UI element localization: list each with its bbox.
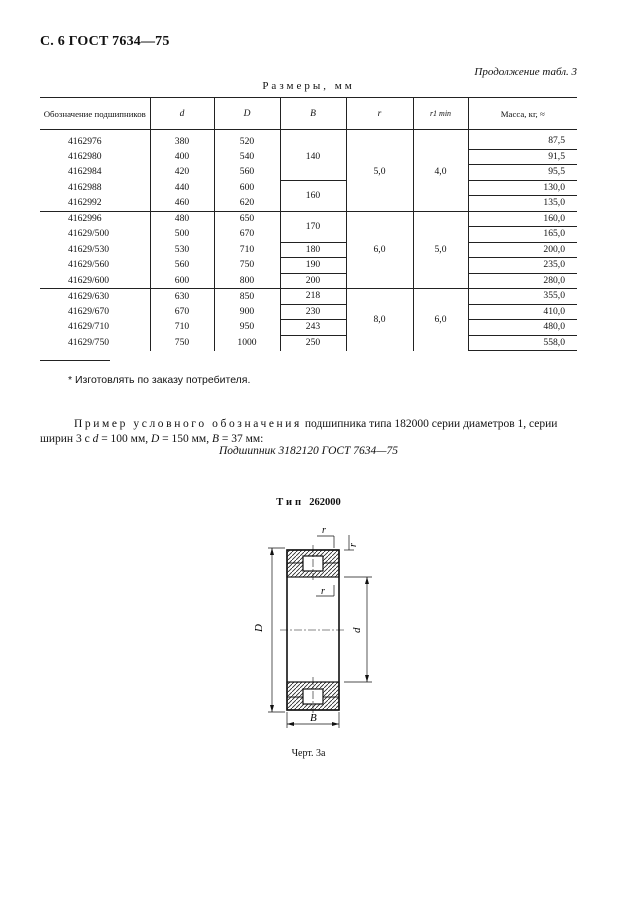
col-header-d: d [150, 98, 214, 130]
sizes-caption: Размеры, мм [262, 80, 355, 92]
table-row [40, 258, 577, 274]
cell-d: 500 [150, 227, 214, 243]
cell-D: 600 [214, 180, 280, 196]
cell-mass: 280,0 [468, 273, 577, 289]
cell-mass: 91,5 [468, 149, 577, 165]
table-row [40, 273, 577, 289]
label-r-top: r [322, 525, 326, 536]
cell-designation: 41629/750 [40, 335, 150, 351]
cell-d: 630 [150, 289, 214, 305]
cell-mass: 135,0 [468, 196, 577, 212]
cell-B: 190 [280, 258, 346, 274]
table-row [40, 242, 577, 258]
cell-D: 950 [214, 320, 280, 336]
table-row [40, 320, 577, 336]
type-number: 262000 [309, 497, 341, 508]
cell-designation: 4162996 [40, 211, 150, 227]
example-text-4: = 37 мм: [219, 433, 264, 445]
cell-designation: 41629/530 [40, 242, 150, 258]
cell-designation: 41629/500 [40, 227, 150, 243]
example-text-3: = 150 мм, [159, 433, 212, 445]
cell-designation: 4162984 [40, 165, 150, 181]
col-header-D: D [214, 98, 280, 130]
cell-B: 180 [280, 242, 346, 258]
cell-r1-group1: 4,0 [413, 130, 468, 212]
cell-r1-group2: 5,0 [413, 211, 468, 289]
cell-designation: 4162980 [40, 149, 150, 165]
label-r-side: r [348, 543, 359, 547]
cell-D: 710 [214, 242, 280, 258]
cell-r-group1: 5,0 [346, 130, 413, 212]
cell-B: 250 [280, 335, 346, 351]
cell-B-merged: 170 [280, 211, 346, 242]
cell-d: 460 [150, 196, 214, 212]
cell-D: 900 [214, 304, 280, 320]
cell-d: 380 [150, 130, 214, 150]
bearing-dimensions-table [40, 97, 577, 351]
cell-r-group2: 6,0 [346, 211, 413, 289]
cell-d: 560 [150, 258, 214, 274]
cell-D: 620 [214, 196, 280, 212]
type-title [0, 497, 617, 508]
cell-designation: 4162988 [40, 180, 150, 196]
col-header-B: B [280, 98, 346, 130]
label-r-inner: r [321, 586, 325, 597]
cell-D: 750 [214, 258, 280, 274]
cell-D: 670 [214, 227, 280, 243]
cell-D: 800 [214, 273, 280, 289]
table-continuation-note: Продолжение табл. 3 [474, 66, 577, 78]
cell-d: 440 [150, 180, 214, 196]
cell-mass: 95,5 [468, 165, 577, 181]
cell-designation: 41629/630 [40, 289, 150, 305]
cell-mass: 87,5 [468, 130, 577, 150]
cell-mass: 130,0 [468, 180, 577, 196]
table-row [40, 304, 577, 320]
cell-d: 750 [150, 335, 214, 351]
label-B: B [310, 712, 317, 724]
cell-d: 530 [150, 242, 214, 258]
page-header: С. 6 ГОСТ 7634—75 [40, 34, 170, 49]
footnote-divider [40, 360, 110, 361]
cell-D: 1000 [214, 335, 280, 351]
cell-mass: 558,0 [468, 335, 577, 351]
cell-designation: 41629/560 [40, 258, 150, 274]
example-text-2: = 100 мм, [98, 433, 151, 445]
example-designation: Подшипник 3182120 ГОСТ 7634—75 [218, 445, 399, 457]
cell-d: 420 [150, 165, 214, 181]
col-header-r: r [346, 98, 413, 130]
type-prefix: Тип [276, 497, 305, 508]
table-row [40, 335, 577, 351]
example-text-1: подшипника типа 182000 серии диаметров 1, серии ширин 3 с [40, 418, 558, 445]
designation-example-paragraph [40, 417, 580, 447]
cell-d: 710 [150, 320, 214, 336]
cell-designation: 4162992 [40, 196, 150, 212]
cell-mass: 235,0 [468, 258, 577, 274]
cell-d: 480 [150, 211, 214, 227]
example-d-symbol: d [92, 433, 99, 445]
table-header-row [40, 98, 577, 130]
cell-d: 670 [150, 304, 214, 320]
drawing-caption: Черт. 3а [291, 748, 326, 759]
cell-d: 600 [150, 273, 214, 289]
cell-mass: 160,0 [468, 211, 577, 227]
cell-B: 200 [280, 273, 346, 289]
cell-r1-group3: 6,0 [413, 289, 468, 351]
cell-D: 540 [214, 149, 280, 165]
col-header-mass: Масса, кг, ≈ [468, 98, 577, 130]
example-D-symbol: D [150, 433, 160, 445]
cell-designation: 4162976 [40, 130, 150, 150]
cell-designation: 41629/710 [40, 320, 150, 336]
cell-B: 230 [280, 304, 346, 320]
cell-mass: 355,0 [468, 289, 577, 305]
col-header-designation: Обозначение подшипников [40, 98, 150, 130]
table-row [40, 211, 577, 227]
footnote: * Изготовлять по заказу потребителя. [68, 374, 251, 386]
cell-B: 243 [280, 320, 346, 336]
cell-mass: 165,0 [468, 227, 577, 243]
cell-D: 560 [214, 165, 280, 181]
label-d: d [351, 627, 363, 633]
cell-mass: 410,0 [468, 304, 577, 320]
cell-B: 218 [280, 289, 346, 305]
cell-r-group3: 8,0 [346, 289, 413, 351]
table-row [40, 180, 577, 196]
cell-B-merged: 160 [280, 180, 346, 211]
example-lead: Пример условного обозначения [74, 418, 302, 430]
bearing-drawing [250, 520, 380, 730]
cell-designation: 41629/670 [40, 304, 150, 320]
col-header-r1: r1 min [413, 98, 468, 130]
table-row [40, 130, 577, 150]
cell-B-merged: 140 [280, 130, 346, 181]
cell-mass: 200,0 [468, 242, 577, 258]
cell-D: 520 [214, 130, 280, 150]
label-D: D [253, 624, 265, 632]
cell-D: 850 [214, 289, 280, 305]
cell-d: 400 [150, 149, 214, 165]
table-row [40, 289, 577, 305]
cell-designation: 41629/600 [40, 273, 150, 289]
cell-D: 650 [214, 211, 280, 227]
example-B-symbol: B [211, 433, 219, 445]
cell-mass: 480,0 [468, 320, 577, 336]
